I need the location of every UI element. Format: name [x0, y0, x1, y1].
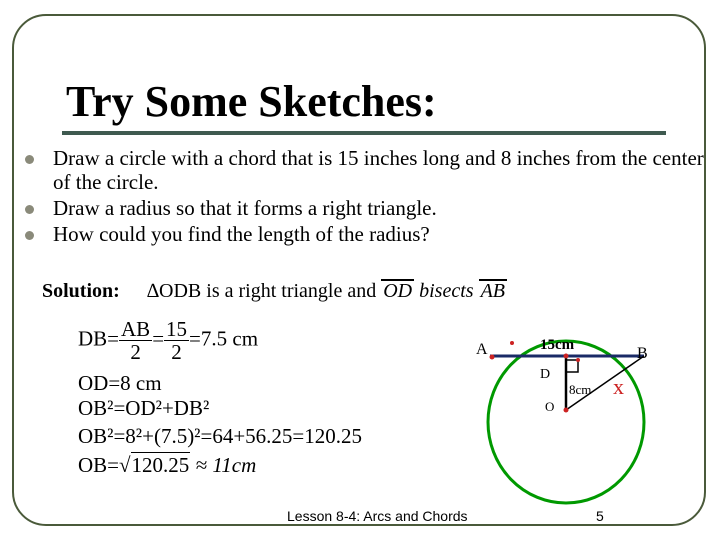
- equals-sign: =: [152, 326, 165, 351]
- point-o: [564, 408, 569, 413]
- fraction-numerator: AB: [121, 317, 151, 341]
- solution-label: Solution:: [42, 280, 120, 302]
- fraction-denominator: 2: [130, 340, 141, 364]
- chord-length-label: 15cm: [540, 337, 575, 353]
- bullet-text: How could you find the length of the radius?: [53, 222, 430, 246]
- slide-title: Try Some Sketches:: [66, 77, 437, 126]
- db-label: DB=: [78, 326, 120, 351]
- math-line-4: OB²=8²+(7.5)²=64+56.25=120.25: [78, 424, 363, 448]
- sqrt-radicand: 120.25: [131, 453, 190, 477]
- page-number: 5: [596, 508, 604, 524]
- fraction-numerator: 15: [166, 317, 188, 341]
- point-d: [564, 354, 569, 359]
- label-x: x: [613, 374, 624, 399]
- bullet-text: Draw a circle with a chord that is 15 inches long and 8 inches from the center of the circle.: [53, 146, 704, 194]
- math-line-3: OB²=OD²+DB²: [78, 396, 210, 420]
- right-angle-icon: [566, 360, 578, 372]
- distance-label: 8cm: [569, 382, 592, 397]
- solution-text: ∆ODB is a right triangle and: [146, 280, 377, 302]
- db-result: =7.5 cm: [189, 326, 259, 351]
- math-line-2: OD=8 cm: [78, 371, 162, 395]
- point-marker: [510, 341, 514, 345]
- fraction-denominator: 2: [171, 340, 182, 364]
- point-marker: [576, 358, 580, 362]
- bisects-text: bisects: [419, 280, 474, 302]
- sqrt-icon: √: [119, 453, 131, 477]
- ob-label: OB=: [78, 453, 120, 477]
- label-o: O: [545, 399, 555, 414]
- segment-ab: AB: [480, 280, 505, 302]
- label-b: B: [637, 345, 648, 362]
- segment-od: OD: [383, 280, 413, 302]
- bullet-text: Draw a radius so that it forms a right triangle.: [53, 196, 437, 220]
- label-a: A: [476, 341, 488, 358]
- point-a: [490, 355, 495, 360]
- label-d: D: [540, 367, 551, 382]
- ob-result: ≈ 11cm: [195, 453, 257, 477]
- footer-lesson: Lesson 8-4: Arcs and Chords: [287, 508, 468, 524]
